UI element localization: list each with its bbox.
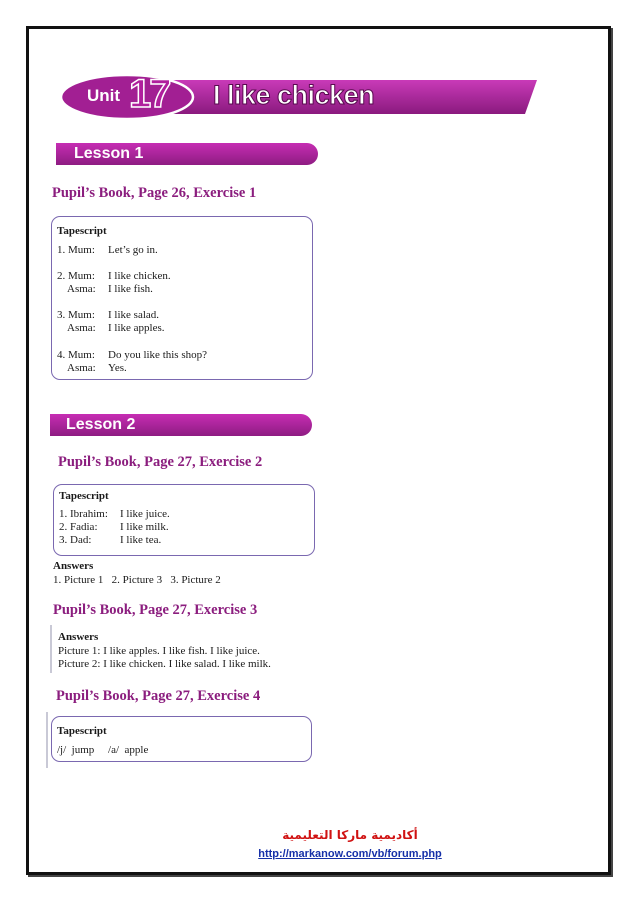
- tapescript-line: 1. Mum: Let’s go in.: [57, 244, 158, 256]
- exercise-1-title: Pupil’s Book, Page 26, Exercise 1: [52, 185, 257, 201]
- unit-number: 17: [129, 72, 170, 116]
- exercise-2-answers-heading: Answers: [53, 560, 94, 572]
- unit-banner: [55, 74, 537, 120]
- exercise-3-title: Pupil’s Book, Page 27, Exercise 3: [53, 602, 258, 618]
- tapescript-heading: Tapescript: [57, 225, 107, 237]
- tapescript-line: Asma: I like apples.: [67, 322, 165, 334]
- tapescript-heading: Tapescript: [59, 490, 109, 502]
- footer-arabic-text: أكاديمية ماركا التعليمية: [282, 828, 418, 842]
- unit-title: I like chicken: [213, 80, 375, 110]
- exercise-2-title: Pupil’s Book, Page 27, Exercise 2: [58, 454, 263, 470]
- tapescript-line: Asma: I like fish.: [67, 283, 153, 295]
- exercise-3-answers-heading: Answers: [58, 631, 99, 643]
- tapescript-line: 2. Fadia: I like milk.: [59, 521, 169, 533]
- exercise-2-answers: 1. Picture 1 2. Picture 3 3. Picture 2: [53, 574, 221, 586]
- exercise-4-title: Pupil’s Book, Page 27, Exercise 4: [56, 688, 261, 704]
- tapescript-line: 3. Mum: I like salad.: [57, 309, 160, 321]
- footer-link[interactable]: http://markanow.com/vb/forum.php: [258, 848, 442, 860]
- lesson-1-label: Lesson 1: [74, 145, 144, 162]
- tapescript-line: 2. Mum: I like chicken.: [57, 270, 171, 282]
- tapescript-line: /j/ jump /a/ apple: [57, 744, 149, 756]
- exercise-3-answer-line: Picture 1: I like apples. I like fish. I like juice.: [58, 645, 260, 657]
- exercise-3-side-rule: [50, 625, 52, 673]
- lesson-1-bar: [56, 143, 318, 165]
- lesson-2-bar: [50, 414, 312, 436]
- exercise-1-tapescript-box: [51, 216, 313, 380]
- tapescript-line: 1. Ibrahim: I like juice.: [59, 508, 170, 520]
- tapescript-line: 3. Dad: I like tea.: [59, 534, 162, 546]
- lesson-2-label: Lesson 2: [66, 416, 136, 433]
- tapescript-heading: Tapescript: [57, 725, 107, 737]
- exercise-3-answer-line: Picture 2: I like chicken. I like salad. I like milk.: [58, 658, 271, 670]
- tapescript-line: 4. Mum: Do you like this shop?: [57, 349, 207, 361]
- exercise-4-side-rule: [46, 712, 48, 768]
- exercise-2-tapescript-box: [53, 484, 315, 556]
- unit-label: Unit: [87, 86, 121, 105]
- exercise-4-tapescript-box: [51, 716, 312, 762]
- tapescript-line: Asma: Yes.: [67, 362, 127, 374]
